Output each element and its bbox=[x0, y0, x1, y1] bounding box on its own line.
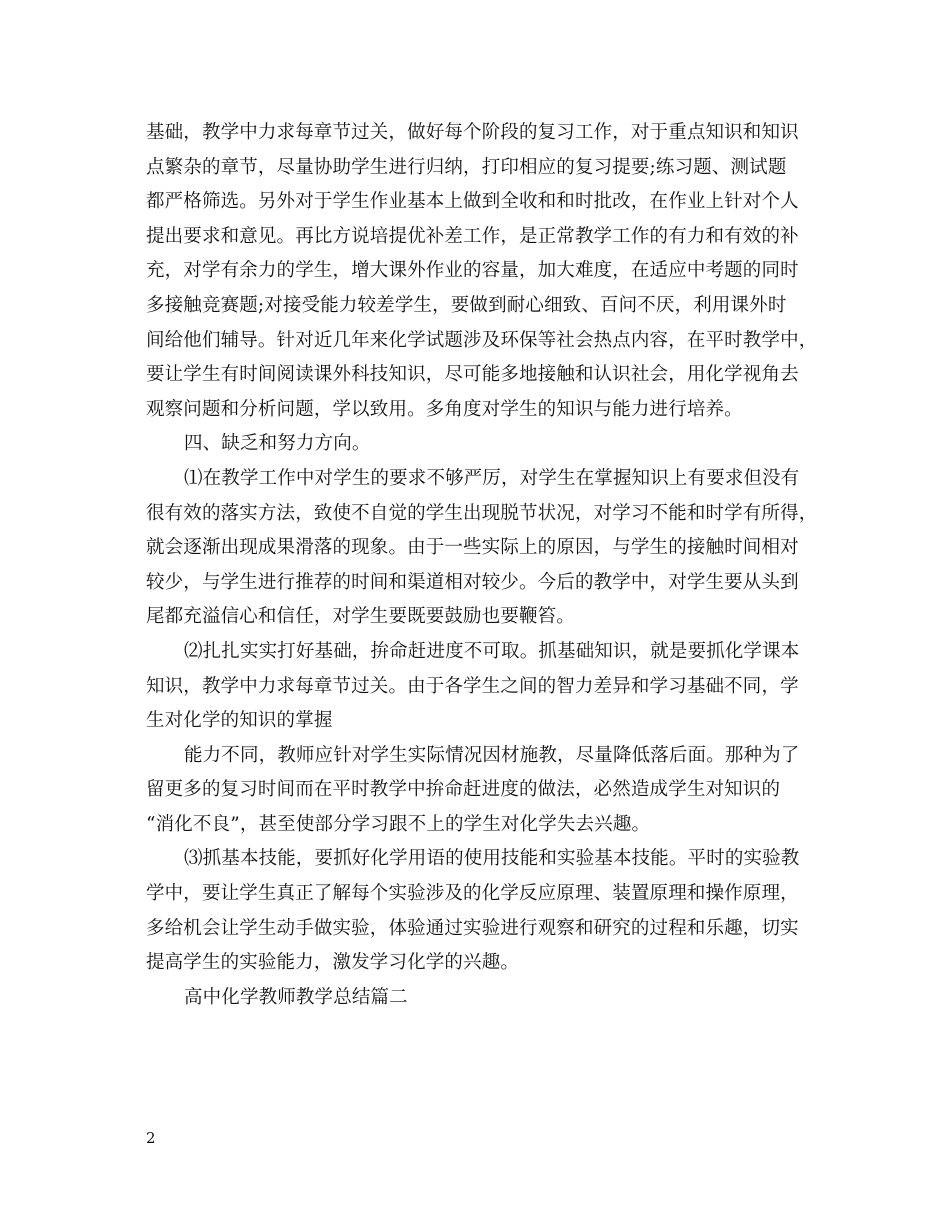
text-line: 生对化学的知识的掌握 bbox=[146, 710, 333, 732]
text-line: 多接触竞赛题;对接受能力较差学生，要做到耐心细致、百问不厌，利用课外时 bbox=[146, 294, 787, 316]
text-line: 基础，教学中力求每章节过关，做好每个阶段的复习工作，对于重点知识和知识 bbox=[146, 122, 799, 143]
text-line: 间给他们辅导。针对近几年来化学试题涉及环保等社会热点内容，在平时教学中， bbox=[146, 329, 818, 351]
text-line: 学中，要让学生真正了解每个实验涉及的化学反应原理、装置原理和操作原理， bbox=[146, 883, 799, 905]
text-line: 很有效的落实方法，致使不自觉的学生出现脱节状况，对学习不能和时学有所得， bbox=[146, 502, 818, 524]
text-line: 点繁杂的章节，尽量协助学生进行归纳，打印相应的复习提要;练习题、测试题 bbox=[146, 156, 787, 178]
text-line: 就会逐渐出现成果滑落的现象。由于一些实际上的原因，与学生的接触时间相对 bbox=[146, 537, 799, 559]
text-line: 都严格筛选。另外对于学生作业基本上做到全收和和时批改，在作业上针对个人 bbox=[146, 191, 799, 213]
document-body bbox=[146, 116, 818, 1015]
text-line: 充，对学有余力的学生，增大课外作业的容量，加大难度，在适应中考题的同时 bbox=[146, 260, 799, 282]
paragraph-start: ⑵扎扎实实打好基础，拚命赶进度不可取。抓基础知识，就是要抓化学课本 bbox=[184, 640, 800, 662]
section-heading: 四、缺乏和努力方向。 bbox=[184, 433, 371, 455]
text-line: 多给机会让学生动手做实验，体验通过实验进行观察和研究的过程和乐趣，切实 bbox=[146, 917, 799, 939]
text-line: 知识，教学中力求每章节过关。由于各学生之间的智力差异和学习基础不同，学 bbox=[146, 675, 799, 697]
text-line: 观察问题和分析问题，学以致用。多角度对学生的知识与能力进行培养。 bbox=[146, 398, 743, 420]
text-line: “消化不良”，甚至使部分学习跟不上的学生对化学失去兴趣。 bbox=[146, 813, 651, 835]
paragraph-start: ⑶抓基本技能，要抓好化学用语的使用技能和实验基本技能。平时的实验教 bbox=[184, 848, 800, 870]
text-line: 留更多的复习时间而在平时教学中拚命赶进度的做法，必然造成学生对知识的 bbox=[146, 779, 781, 801]
text-line: 提出要求和意见。再比方说培提优补差工作，是正常教学工作的有力和有效的补 bbox=[146, 225, 799, 247]
text-line: 较少，与学生进行推荐的时间和渠道相对较少。今后的教学中，对学生要从头到 bbox=[146, 571, 799, 593]
text-line: 尾都充溢信心和信任，对学生要既要鼓励也要鞭笞。 bbox=[146, 606, 575, 628]
paragraph-start: ⑴在教学工作中对学生的要求不够严厉，对学生在掌握知识上有要求但没有 bbox=[184, 467, 800, 489]
paragraph-start: 能力不同，教师应针对学生实际情况因材施教，尽量降低落后面。那种为了 bbox=[184, 744, 800, 766]
page-number: 2 bbox=[146, 1129, 156, 1147]
text-line: 提高学生的实验能力，激发学习化学的兴趣。 bbox=[146, 952, 520, 974]
text-line: 要让学生有时间阅读课外科技知识，尽可能多地接触和认识社会，用化学视角去 bbox=[146, 364, 799, 386]
section-title: 高中化学教师教学总结篇二 bbox=[184, 986, 408, 1008]
